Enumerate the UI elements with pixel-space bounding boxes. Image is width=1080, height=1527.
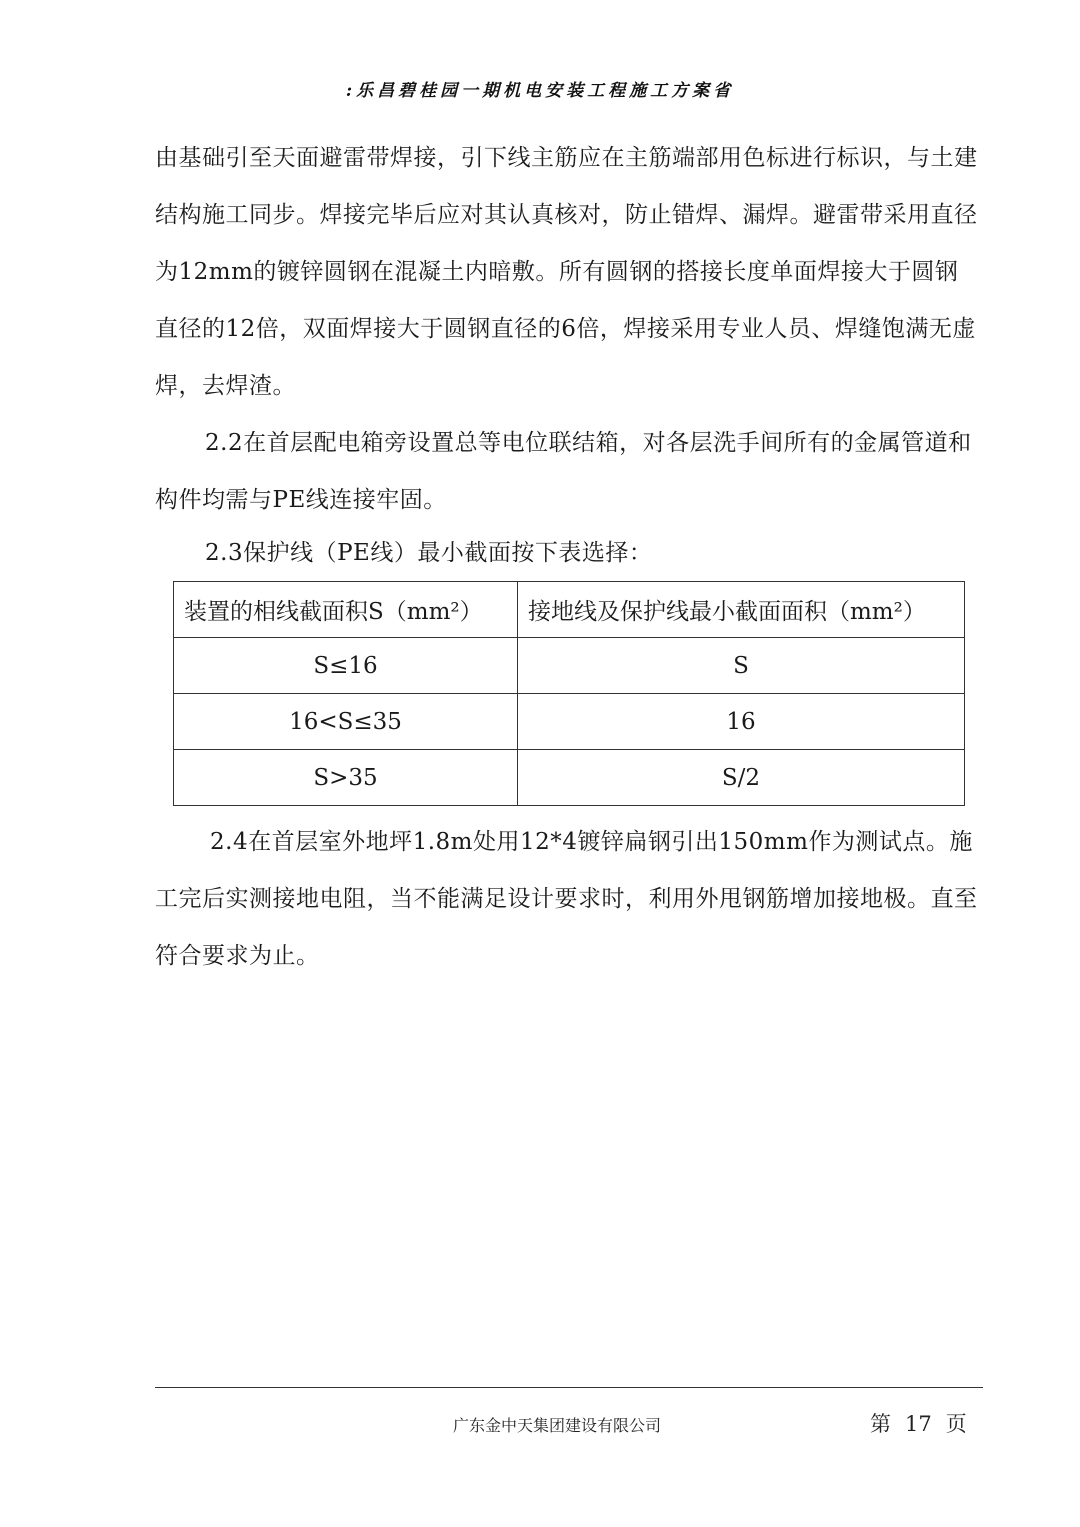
paragraph-lightning-rod (155, 130, 980, 529)
table-header-row (174, 582, 965, 638)
table-row (174, 694, 965, 750)
paragraph-test-point-wrap (155, 814, 980, 985)
table-header-cell-pe: 接地线及保护线最小截面面积（mm²） (518, 582, 965, 638)
table-header-cell-phase: 装置的相线截面积S（mm²） (174, 582, 518, 638)
page-prefix: 第 (870, 1412, 891, 1436)
pe-cross-section-table (173, 581, 965, 806)
page-suffix: 页 (945, 1412, 967, 1436)
table-cell: 16<S≤35 (174, 694, 518, 750)
table-cell: S≤16 (174, 638, 518, 694)
footer-page-number (870, 1408, 981, 1438)
table-cell: 16 (518, 694, 965, 750)
footer-company-name: 广东金中天集团建设有限公司 (453, 1416, 662, 1435)
paragraph-text: 由基础引至天面避雷带焊接，引下线主筋应在主筋端部用色标进行标识，与土建结构施工同步。焊接完毕后应对其认真核对，防止错焊、漏焊。避雷带采用直径为12mm的镀锌圆钢在混凝土内暗敷。所有圆钢的搭接长度单面焊接大于圆钢直径的12倍，双面焊接大于圆钢直径的6倍，焊接采用专业人员、焊缝饱满无虚焊，去焊渣。 (155, 145, 978, 399)
page-header-title: :乐昌碧桂园一期机电安装工程施工方案省 (345, 81, 735, 101)
table-cell: S>35 (174, 750, 518, 806)
table-row (174, 638, 965, 694)
paragraph-table-intro-wrap (155, 525, 980, 582)
footer-divider (155, 1387, 983, 1388)
paragraph-equipotential: 2.2在首层配电箱旁设置总等电位联结箱，对各层洗手间所有的金属管道和构件均需与PE线连接牢固。 (155, 430, 972, 513)
paragraph-test-point: 2.4在首层室外地坪1.8m处用12*4镀锌扁钢引出150mm作为测试点。施工完后实测接地电阻，当不能满足设计要求时，利用外甩钢筋增加接地极。直至符合要求为止。 (155, 829, 978, 969)
table-row (174, 750, 965, 806)
table-cell: S/2 (518, 750, 965, 806)
table-cell: S (518, 638, 965, 694)
page-number: 17 (905, 1412, 932, 1436)
paragraph-table-intro: 2.3保护线（PE线）最小截面按下表选择： (205, 540, 653, 566)
